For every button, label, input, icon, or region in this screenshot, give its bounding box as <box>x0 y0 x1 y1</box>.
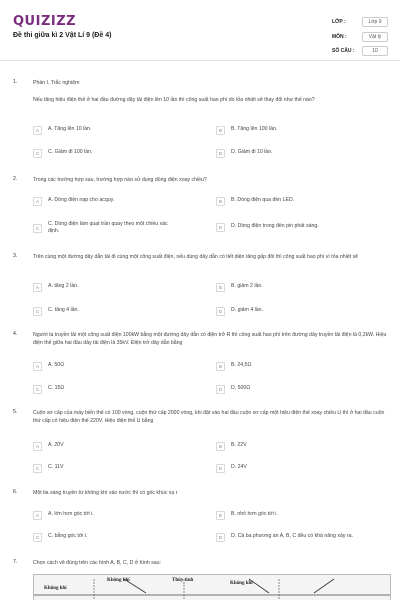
section-heading: Phần I. Trắc nghiệm <box>33 80 80 86</box>
option-letter: C <box>33 149 42 158</box>
option-letter: D <box>216 307 225 316</box>
question-text: Người ta truyền tải một công suất điện 100kW bằng một đường dây dẫn có điện trở R thì công suất hao phí trên đường dây truyền tải điện là 0,2kW. Hiệu điện thế giữa hai đầu dây tải điện là 35kV. Điện trở dây dẫn bằng <box>33 332 387 346</box>
option-text: D. giảm 4 lần. <box>231 307 264 313</box>
option-text: A. Dòng điện nạp cho acquy. <box>48 197 115 203</box>
option-letter: A <box>33 442 42 451</box>
ray-c <box>314 579 334 593</box>
option-letter: C <box>33 533 42 542</box>
option-text: B. 22V <box>231 442 247 448</box>
option-text: D. Dòng điện trong đèn pin phát sáng. <box>231 223 319 229</box>
question-text: Chọn cách vẽ đúng trên các hình A, B, C, D ở hình sau: <box>33 560 161 566</box>
option-letter: D <box>216 223 225 232</box>
option-text: A. lớn hơn góc tới i. <box>48 511 94 517</box>
option-text: C. 15Ω <box>48 385 65 391</box>
option-text: B. Dòng điện qua đèn LED. <box>231 197 295 203</box>
option-letter: C <box>33 307 42 316</box>
option-letter: A <box>33 283 42 292</box>
option-letter: D <box>216 149 225 158</box>
question-text: Cuộn sơ cấp của máy biến thế có 100 vòng, cuộn thứ cấp 2000 vòng, khi đặt vào hai đầu cuộn sơ cấp một hiệu điện thế xoay chiều U thì ở hai đầu cuộn thứ cấp có hiệu điện thế 220V. Hiệu điện thế U bằng <box>33 410 385 424</box>
figure-label: Không khí <box>44 586 67 591</box>
option-letter: B <box>216 283 225 292</box>
question-text: Nếu tăng hiệu điện thế ở hai đầu đường dây tải điện lên 10 lần thì công suất hao phí do tỏa nhiệt sẽ thay đổi như thế nào? <box>33 97 315 103</box>
option-letter: A <box>33 362 42 371</box>
option-text: A. Tăng lên 10 lần. <box>48 126 92 132</box>
meta-grade <box>332 16 388 28</box>
question-number: 1. <box>13 79 18 85</box>
option-letter: B <box>216 126 225 135</box>
question-text: Trên cùng một đường dây dẫn tải đi cùng một công suất điện, nếu dùng dây dẫn có tiết diện tăng gấp đôi thì công suất hao phí vì tỏa nhiệt sẽ <box>33 254 359 260</box>
question-number: 7. <box>13 559 18 565</box>
question-text: Trong các trường hợp sau, trường hợp nào sử dụng dòng điện xoay chiều? <box>33 177 207 183</box>
option-letter: B <box>216 197 225 206</box>
option-letter: D <box>216 385 225 394</box>
figure-label: Không khí <box>107 578 130 583</box>
meta-subject <box>332 31 388 43</box>
quizizz-logo: QUIZIZZ <box>13 14 77 29</box>
meta-question-count <box>332 45 388 57</box>
option-text: A. tăng 2 lần. <box>48 283 79 289</box>
figure-label: Không khí <box>230 581 253 586</box>
question-number: 4. <box>13 331 18 337</box>
question-number: 5. <box>13 409 18 415</box>
option-letter: A <box>33 126 42 135</box>
option-letter: D <box>216 464 225 473</box>
option-text: C. bằng góc tới i. <box>48 533 88 539</box>
option-letter: B <box>216 511 225 520</box>
option-text: C. tăng 4 lần. <box>48 307 79 313</box>
meta-subject-value: Vật lý <box>362 32 388 42</box>
question-number: 3. <box>13 253 18 259</box>
refraction-figure <box>33 574 391 600</box>
option-text: A. 50Ω <box>48 362 64 368</box>
option-text: B. 24,5Ω <box>231 362 252 368</box>
worksheet-title: Đề thi giữa kì 2 Vật Lí 9 (Đề 4) <box>13 32 112 39</box>
option-text: B. nhỏ hơn góc tới i. <box>231 511 278 517</box>
option-letter: B <box>216 442 225 451</box>
option-letter: C <box>33 464 42 473</box>
option-letter: A <box>33 197 42 206</box>
option-text: D. Cả ba phương án A, B, C đều có khả năng xảy ra. <box>231 533 353 539</box>
refraction-diagram-svg <box>34 575 390 600</box>
meta-question-count-value: 10 <box>362 46 388 56</box>
option-letter: D <box>216 533 225 542</box>
option-text: D. 500Ω <box>231 385 251 391</box>
question-text: Một tia sáng truyền từ không khí vào nước thì có góc khúc xạ r <box>33 490 178 496</box>
question-number: 2. <box>13 176 18 182</box>
option-letter: B <box>216 362 225 371</box>
meta-subject-label: MÔN : <box>332 34 347 40</box>
option-text: C. Giảm đi 100 lần. <box>48 149 93 155</box>
figure-label: Thủy tinh <box>172 578 194 583</box>
option-letter: C <box>33 224 42 233</box>
worksheet-header <box>0 0 400 61</box>
option-text: D. Giảm đi 10 lần. <box>231 149 273 155</box>
option-text: A. 20V <box>48 442 64 448</box>
option-text: C. 11V <box>48 464 64 470</box>
option-letter: A <box>33 511 42 520</box>
option-letter: C <box>33 385 42 394</box>
meta-grade-label: LỚP : <box>332 19 346 25</box>
meta-grade-value: Lớp 9 <box>362 17 388 27</box>
option-text: B. Tăng lên 100 lần. <box>231 126 278 132</box>
option-text: B. giảm 2 lần. <box>231 283 263 289</box>
option-text: C. Dòng điện làm quạt trần quay theo một chiều xác định. <box>48 221 168 234</box>
meta-question-count-label: SỐ CÂU : <box>332 48 355 54</box>
question-number: 6. <box>13 489 18 495</box>
option-text: D. 24V <box>231 464 247 470</box>
